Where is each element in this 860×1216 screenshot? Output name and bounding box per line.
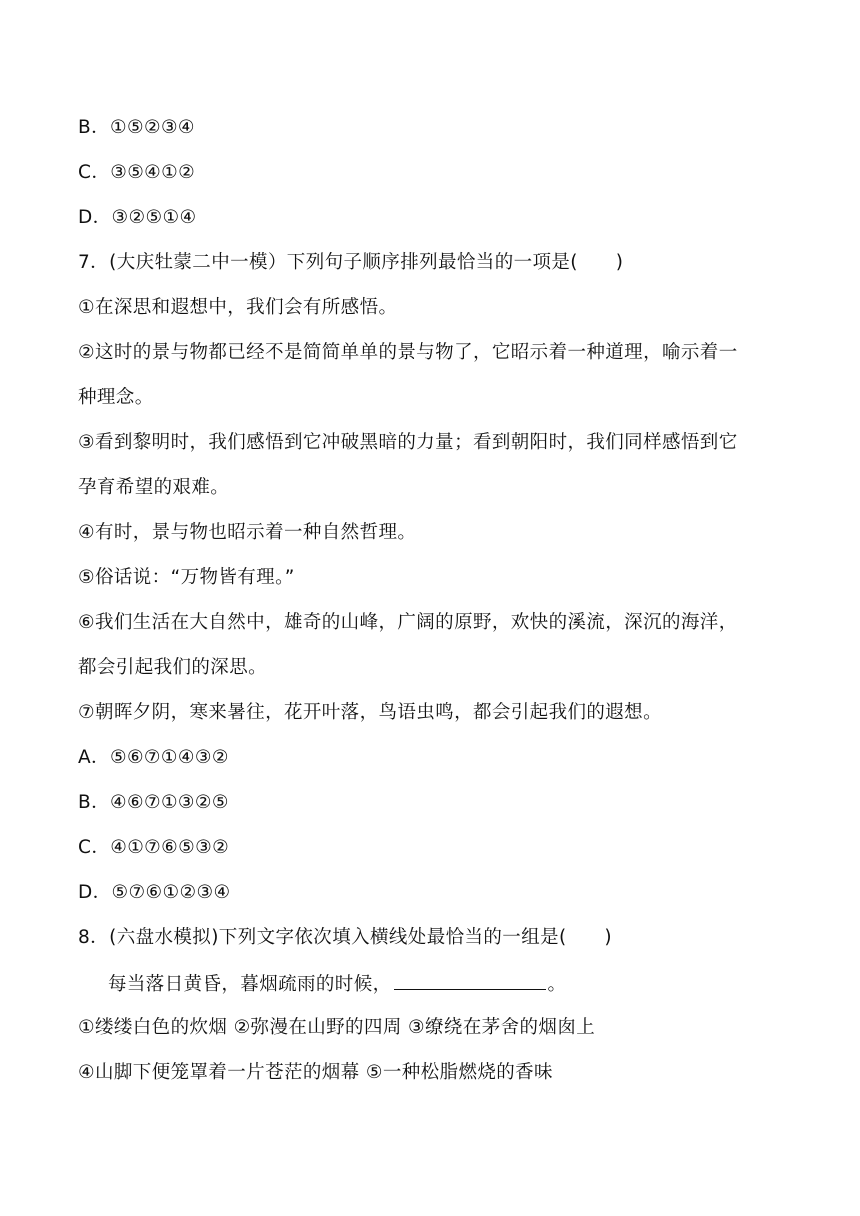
q8-passage — [108, 971, 800, 995]
q7-sentence-6-cont: 都会引起我们的深思。 — [78, 657, 268, 678]
q7-sentence-2: ②这时的景与物都已经不是简简单单的景与物了，它昭示着一种道理，喻示着一 — [78, 342, 738, 363]
q8-stem: 8．(六盘水模拟)下列文字依次填入横线处最恰当的一组是( ) — [78, 927, 613, 948]
q7-sentence-2-cont: 种理念。 — [78, 387, 154, 408]
q7-sentence-1: ①在深思和遐想中，我们会有所感悟。 — [78, 297, 398, 318]
q7-stem: 7．(大庆牡蒙二中一模）下列句子顺序排列最恰当的一项是( ) — [78, 252, 624, 273]
q7-sentence-6: ⑥我们生活在大自然中，雄奇的山峰，广阔的原野，欢快的溪流，深沉的海洋， — [78, 612, 738, 633]
q7-option-a: A．⑤⑥⑦①④③② — [78, 747, 229, 768]
q7-sentence-4: ④有时，景与物也昭示着一种自然哲理。 — [78, 522, 417, 543]
q6-option-d: D．③②⑤①④ — [78, 207, 197, 228]
q7-sentence-3: ③看到黎明时，我们感悟到它冲破黑暗的力量；看到朝阳时，我们同样感悟到它 — [78, 432, 738, 453]
q7-option-b: B．④⑥⑦①③②⑤ — [78, 792, 229, 813]
q6-option-b: B．①⑤②③④ — [78, 117, 195, 138]
q8-passage-after: 。 — [547, 974, 567, 995]
q8-passage-before: 每当落日黄昏，暮烟疏雨的时候， — [108, 974, 392, 995]
q8-items-2: ④山脚下便笼罩着一片苍茫的烟幕 ⑤一种松脂燃烧的香味 — [78, 1062, 553, 1083]
q7-option-c: C．④①⑦⑥⑤③② — [78, 837, 230, 858]
q7-sentence-7: ⑦朝晖夕阴，寒来暑往，花开叶落，鸟语虫鸣，都会引起我们的遐想。 — [78, 702, 662, 723]
q8-items-1: ①缕缕白色的炊烟 ②弥漫在山野的四周 ③缭绕在茅舍的烟囱上 — [78, 1017, 596, 1038]
q7-option-d: D．⑤⑦⑥①②③④ — [78, 882, 231, 903]
q7-sentence-5: ⑤俗话说：“万物皆有理。” — [78, 567, 295, 588]
q6-option-c: C．③⑤④①② — [78, 162, 196, 183]
fill-in-blank — [394, 971, 546, 990]
q7-sentence-3-cont: 孕育希望的艰难。 — [78, 477, 230, 498]
